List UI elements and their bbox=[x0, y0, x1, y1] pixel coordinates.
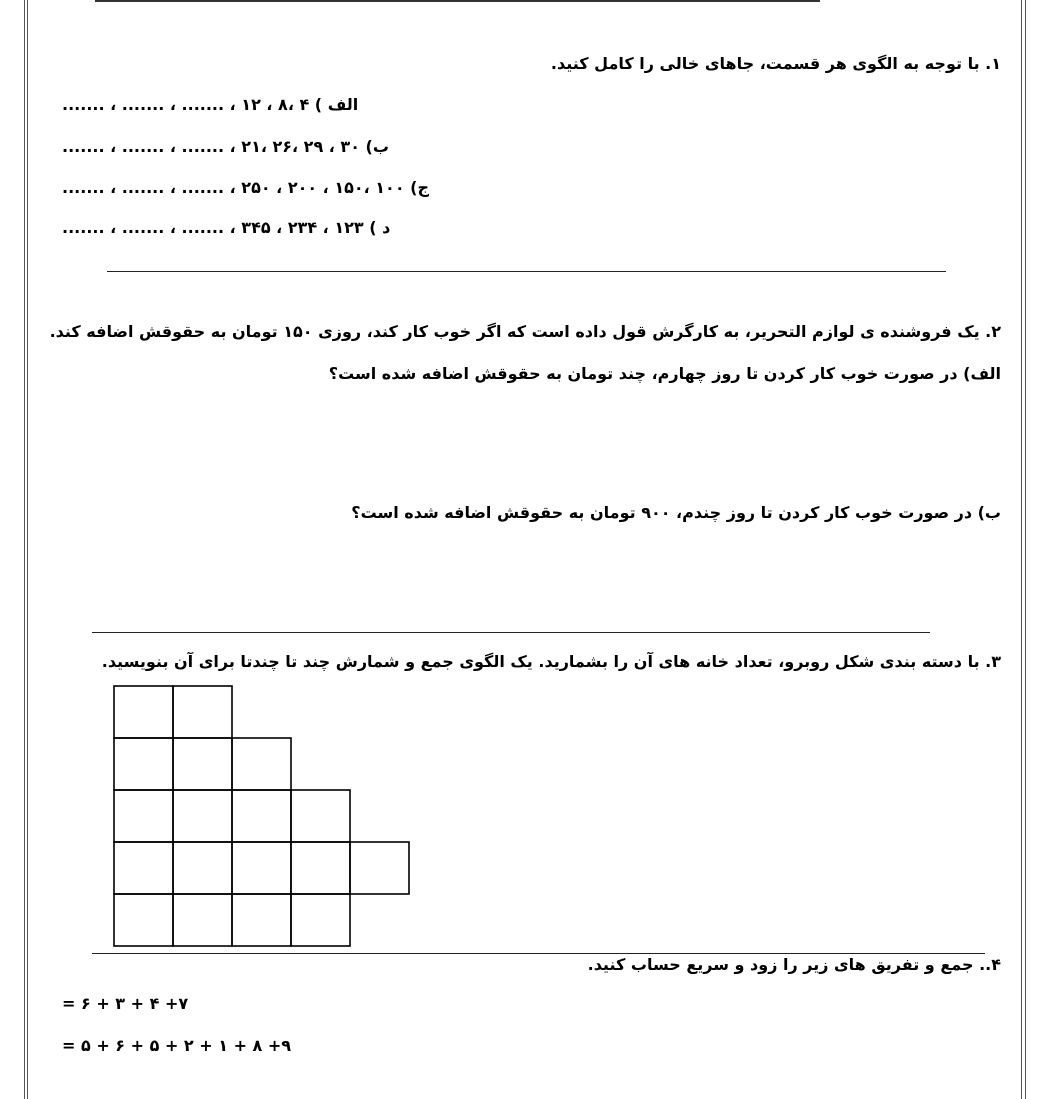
grid-cell bbox=[291, 790, 350, 842]
equation-2: = ۵ + ۶ + ۵ + ۲ + ۱ + ۸ +۹ bbox=[62, 1036, 292, 1055]
question-3-title: ۳. با دسته بندی شکل روبرو، تعداد خانه های آن را بشمارید. یک الگوی جمع و شمارش چند تا چندتا برای آن بنویسید. bbox=[101, 652, 1001, 671]
equation-1: = ۶ + ۳ + ۴ +۷ bbox=[62, 994, 189, 1013]
question-2-part-a: الف) در صورت خوب کار کردن تا روز چهارم، چند تومان به حقوقش اضافه شده است؟ bbox=[328, 364, 1001, 383]
grid-cell bbox=[114, 738, 173, 790]
grid-cell bbox=[173, 686, 232, 738]
grid-cell bbox=[173, 790, 232, 842]
section-divider bbox=[92, 953, 985, 954]
grid-cell bbox=[173, 894, 232, 946]
grid-cell bbox=[173, 738, 232, 790]
grid-cell bbox=[350, 842, 409, 894]
question-1-part-b: ب) ۳۰ ، ۲۹ ،۲۶ ،۲۱ ، ....... ، ....... ، ....... bbox=[62, 137, 389, 156]
question-1-part-a: الف ) ۴ ،۸ ، ۱۲ ، ....... ، ....... ، ....... bbox=[62, 95, 359, 114]
grid-cell bbox=[291, 894, 350, 946]
grid-cell bbox=[114, 842, 173, 894]
question-1-part-c: ج) ۱۰۰ ،۱۵۰ ، ۲۰۰ ، ۲۵۰ ، ....... ، ....... ، ....... bbox=[62, 178, 429, 197]
grid-cell bbox=[232, 842, 291, 894]
question-1-title: ۱. با توجه به الگوی هر قسمت، جاهای خالی را کامل کنید. bbox=[550, 54, 1001, 73]
grid-cell bbox=[232, 790, 291, 842]
grid-cell bbox=[114, 894, 173, 946]
question-4-title: ۴.. جمع و تفریق های زیر را زود و سریع حساب کنید. bbox=[587, 955, 1001, 974]
grid-cell bbox=[291, 842, 350, 894]
question-2-title: ۲. یک فروشنده ی لوازم التحریر، به کارگرش قول داده است که اگر خوب کار کند، روزی ۱۵۰ تومان به حقوقش اضافه کند. bbox=[49, 322, 1001, 341]
question-2-part-b: ب) در صورت خوب کار کردن تا روز چندم، ۹۰۰ تومان به حقوقش اضافه شده است؟ bbox=[351, 503, 1001, 522]
grid-cell bbox=[232, 894, 291, 946]
question-1-part-d: د ) ۱۲۳ ، ۲۳۴ ، ۳۴۵ ، ....... ، ....... ، ....... bbox=[62, 218, 391, 237]
grid-cell bbox=[114, 686, 173, 738]
grid-cell bbox=[173, 842, 232, 894]
grid-cell bbox=[232, 738, 291, 790]
grid-cell bbox=[114, 790, 173, 842]
